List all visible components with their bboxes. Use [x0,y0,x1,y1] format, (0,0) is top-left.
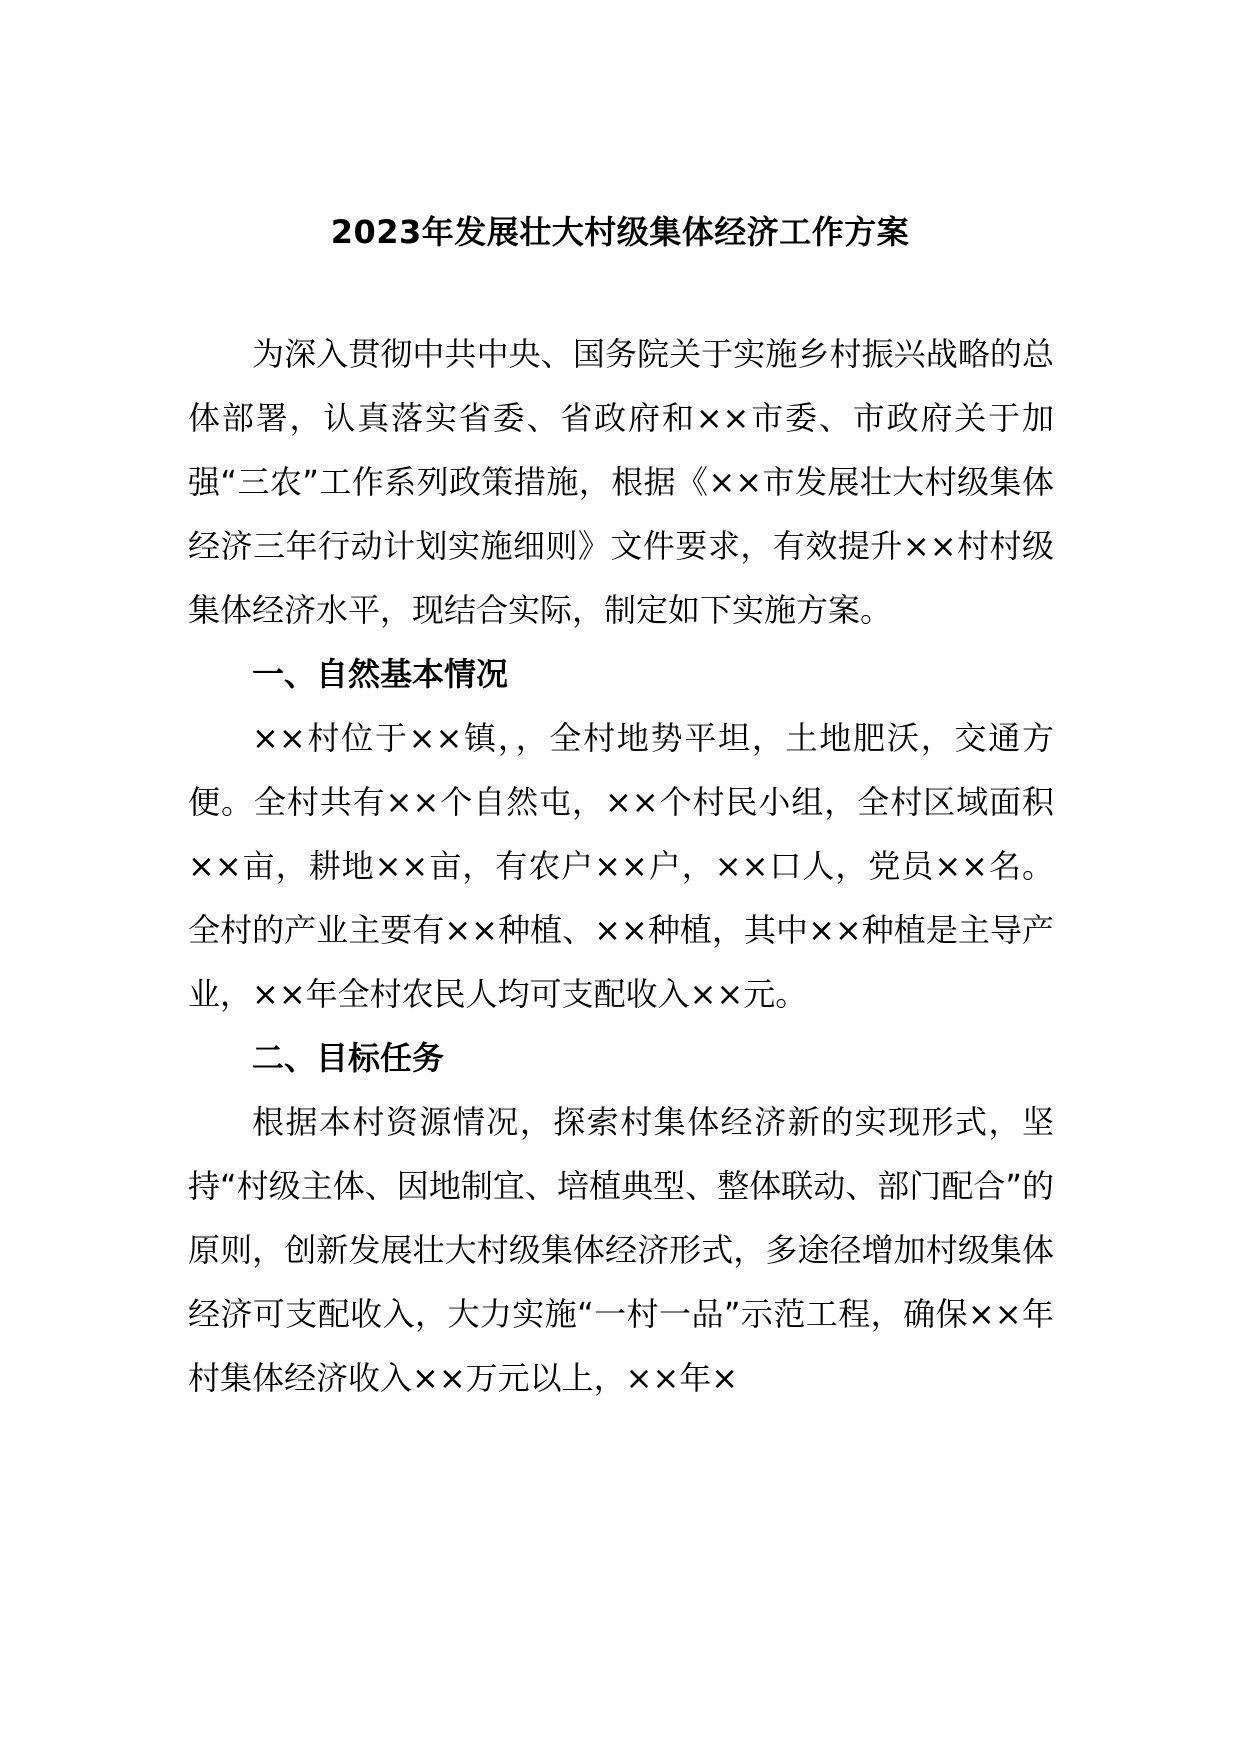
basic-situation-paragraph: ××村位于××镇，，全村地势平坦，土地肥沃，交通方便。全村共有××个自然屯，××个村民小组，全村区域面积××亩，耕地××亩，有农户××户，××口人，党员××名。全村的产业主要有××种植、××种植，其中××种植是主导产业，××年全村农民人均可支配收入××元。 [188,719,1054,1013]
section-heading-basic-situation: 一、自然基本情况 [252,655,509,693]
intro-paragraph: 为深入贯彻中共中央、国务院关于实施乡村振兴战略的总体部署，认真落实省委、省政府和××市委、市政府关于加强“三农”工作系列政策措施，根据《××市发展壮大村级集体经济三年行动计划实施细则》文件要求，有效提升××村村级集体经济水平，现结合实际，制定如下实施方案。 [188,335,1054,629]
section-heading-target-tasks: 二、目标任务 [252,1039,445,1077]
target-tasks-paragraph: 根据本村资源情况，探索村集体经济新的实现形式，坚持“村级主体、因地制宜、培植典型、整体联动、部门配合”的原则，创新发展壮大村级集体经济形式，多途径增加村级集体经济可支配收入，大力实施“一村一品”示范工程，确保××年村集体经济收入××万元以上，××年× [188,1103,1054,1397]
document-title: 2023年发展壮大村级集体经济工作方案 [330,213,910,251]
document-body [188,322,1054,1410]
